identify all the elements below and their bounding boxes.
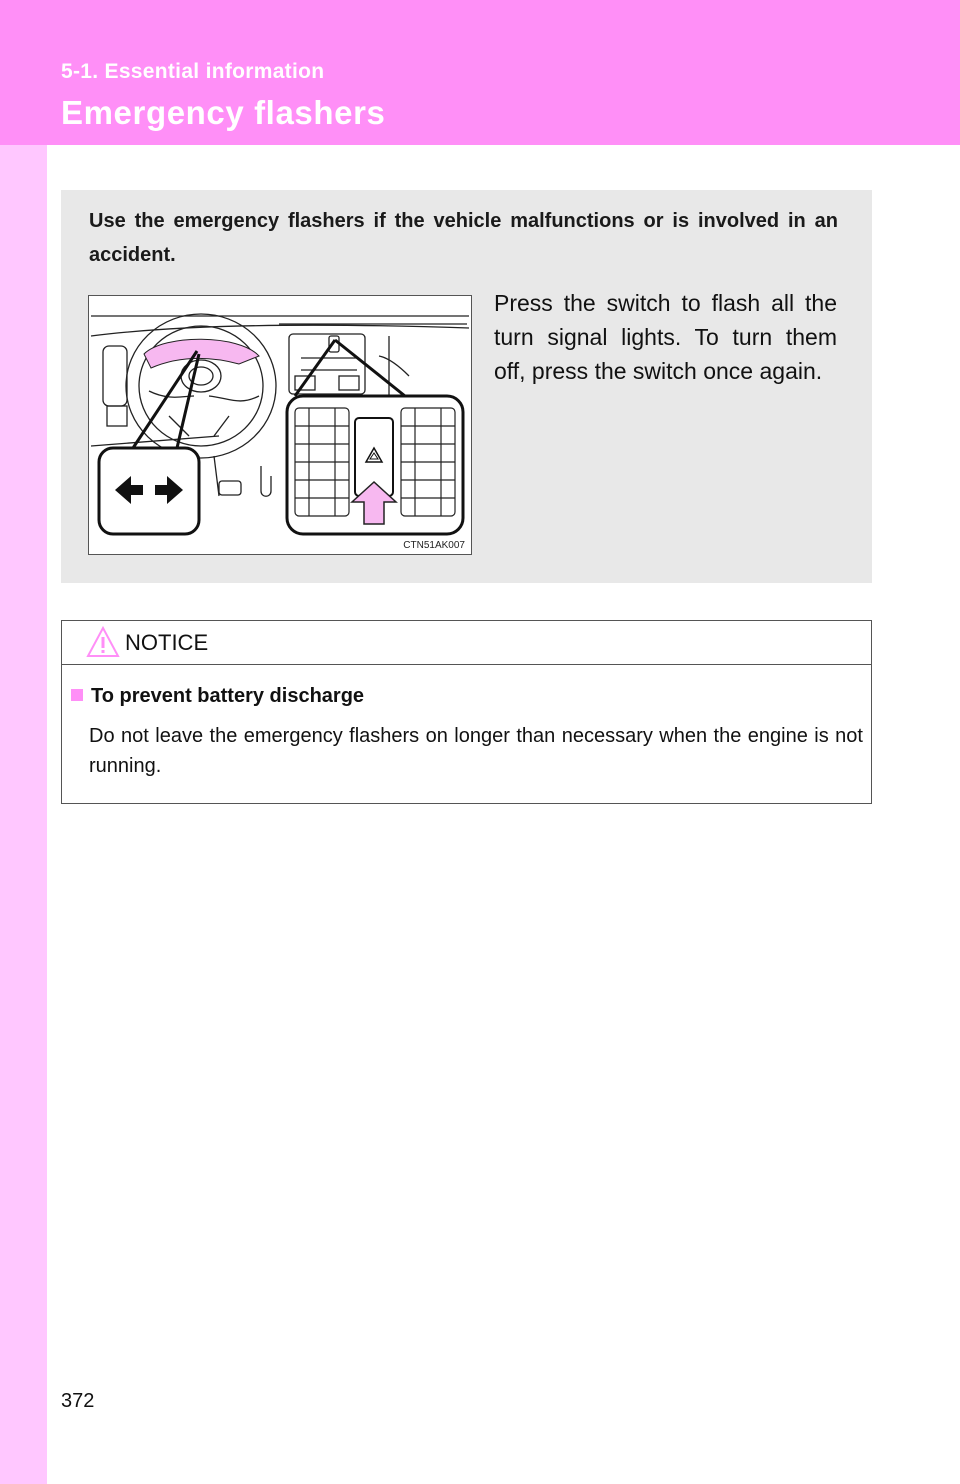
info-box (61, 190, 872, 583)
notice-header (62, 621, 871, 665)
square-bullet-icon (71, 689, 83, 701)
page-number: 372 (61, 1390, 95, 1412)
notice-box (61, 620, 872, 804)
notice-heading (71, 685, 364, 708)
notice-title: NOTICE (125, 630, 209, 655)
dashboard-illustration (88, 295, 472, 555)
section-label: 5-1. Essential information (61, 60, 325, 83)
left-margin-strip (0, 0, 47, 1484)
header-band (0, 0, 960, 145)
figure-id: CTN51AK007 (403, 540, 465, 551)
intro-text: Use the emergency flashers if the vehicle malfunctions or is involved in an accident. (89, 210, 838, 266)
page-title: Emergency flashers (61, 94, 386, 131)
notice-heading-text: To prevent battery discharge (91, 685, 365, 707)
dashboard-drawing (89, 296, 471, 554)
notice-body: Do not leave the emergency flashers on longer than necessary when the engine is not running. (89, 725, 863, 777)
instruction-text: Press the switch to flash all the turn signal lights. To turn them off, press the switch once again. (494, 290, 837, 384)
warning-triangle-icon (86, 626, 120, 658)
